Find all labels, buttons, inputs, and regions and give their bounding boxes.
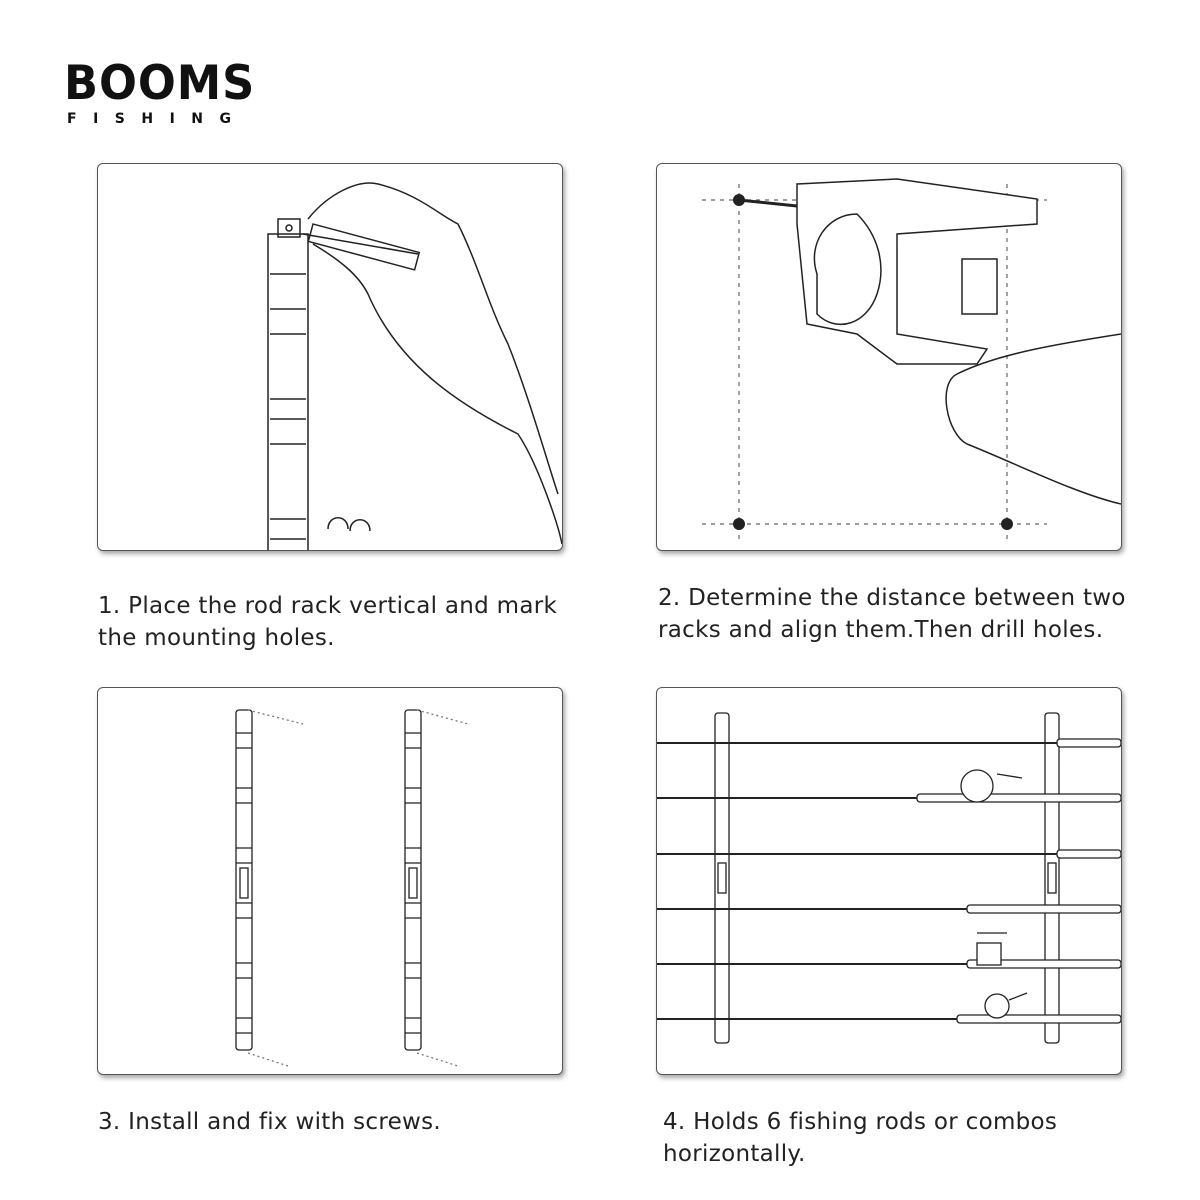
- rods-on-racks-icon: [657, 688, 1121, 1074]
- brand-tagline: FISHING: [67, 111, 248, 127]
- brand-logo: [64, 56, 256, 128]
- step-2-caption: 2. Determine the distance between two racks and align them.Then drill holes.: [658, 585, 1126, 643]
- step-2-illustration: [656, 163, 1122, 551]
- racks-with-screws-icon: [98, 688, 562, 1074]
- step-3-illustration: [97, 687, 563, 1075]
- hand-marking-rack-icon: [98, 164, 562, 550]
- step-4-illustration: [656, 687, 1122, 1075]
- drill-holes-icon: [657, 164, 1121, 550]
- brand-name: BOOMS: [64, 56, 256, 111]
- step-3-caption: 3. Install and fix with screws.: [98, 1109, 442, 1135]
- step-1-illustration: [97, 163, 563, 551]
- step-4-caption: 4. Holds 6 fishing rods or combos horizontally.: [663, 1109, 1058, 1167]
- step-1-caption: 1. Place the rod rack vertical and mark the mounting holes.: [98, 593, 558, 651]
